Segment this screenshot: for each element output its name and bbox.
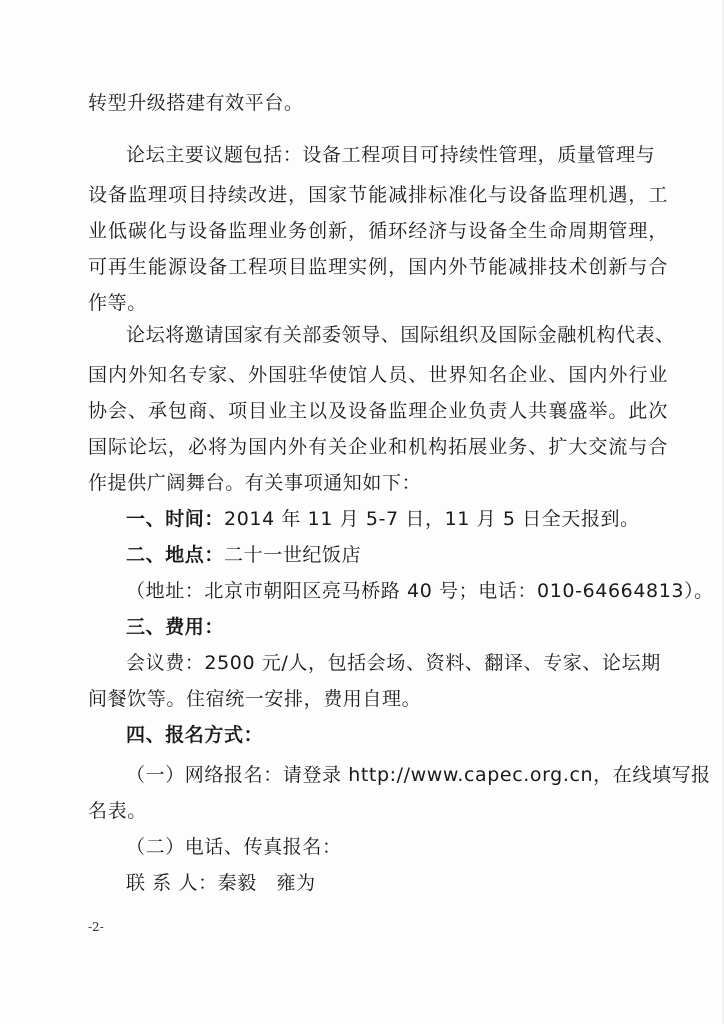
paragraph-line: 作等。 [88, 292, 147, 314]
time-line [126, 507, 706, 531]
location-value: 二十一世纪饭店 [224, 544, 362, 566]
registration-online: （一）网络报名：请登录 http://www.capec.org.cn，在线填写报 [126, 764, 711, 786]
paragraph-line: 论坛主要议题包括：设备工程项目可持续性管理，质量管理与 [126, 144, 656, 166]
paragraph-line: 可再生能源设备工程项目监理实例，国内外节能减排技术创新与合 [88, 256, 668, 278]
registration-phone-fax: （二）电话、传真报名： [126, 836, 342, 858]
paragraph-line: 论坛将邀请国家有关部委领导、国际组织及国际金融机构代表、 [126, 324, 675, 346]
paragraph-line: 国际论坛，必将为国内外有关企业和机构拓展业务、扩大交流与合 [88, 436, 668, 458]
fee-line: 会议费：2500 元/人，包括会场、资料、翻译、专家、论坛期 [126, 652, 661, 674]
registration-contact: 联 系 人：秦毅 雍为 [126, 872, 316, 894]
paragraph-line: 转型升级搭建有效平台。 [88, 92, 304, 114]
paragraph-line: 协会、承包商、项目业主以及设备监理企业负责人共襄盛举。此次 [88, 400, 668, 422]
paragraph-line: 作提供广阔舞台。有关事项通知如下： [88, 472, 422, 494]
location-address: （地址：北京市朝阳区亮马桥路 40 号；电话：010-64664813）。 [126, 580, 714, 602]
location-label: 二、地点： [126, 544, 225, 566]
time-label: 一、时间： [126, 508, 225, 530]
paragraph-line: 设备监理项目持续改进，国家节能减排标准化与设备监理机遇，工 [88, 184, 668, 206]
time-value: 2014 年 11 月 5-7 日，11 月 5 日全天报到。 [224, 508, 640, 530]
page-number: -2- [88, 920, 104, 934]
fee-line: 间餐饮等。住宿统一安排，费用自理。 [88, 688, 422, 710]
paragraph-line: 国内外知名专家、外国驻华使馆人员、世界知名企业、国内外行业 [88, 364, 668, 386]
location-line [126, 543, 706, 567]
fee-label: 三、费用： [126, 616, 225, 638]
registration-label: 四、报名方式： [126, 724, 264, 746]
registration-online: 名表。 [88, 800, 147, 822]
paragraph-line: 业低碳化与设备监理业务创新，循环经济与设备全生命周期管理， [88, 220, 668, 242]
